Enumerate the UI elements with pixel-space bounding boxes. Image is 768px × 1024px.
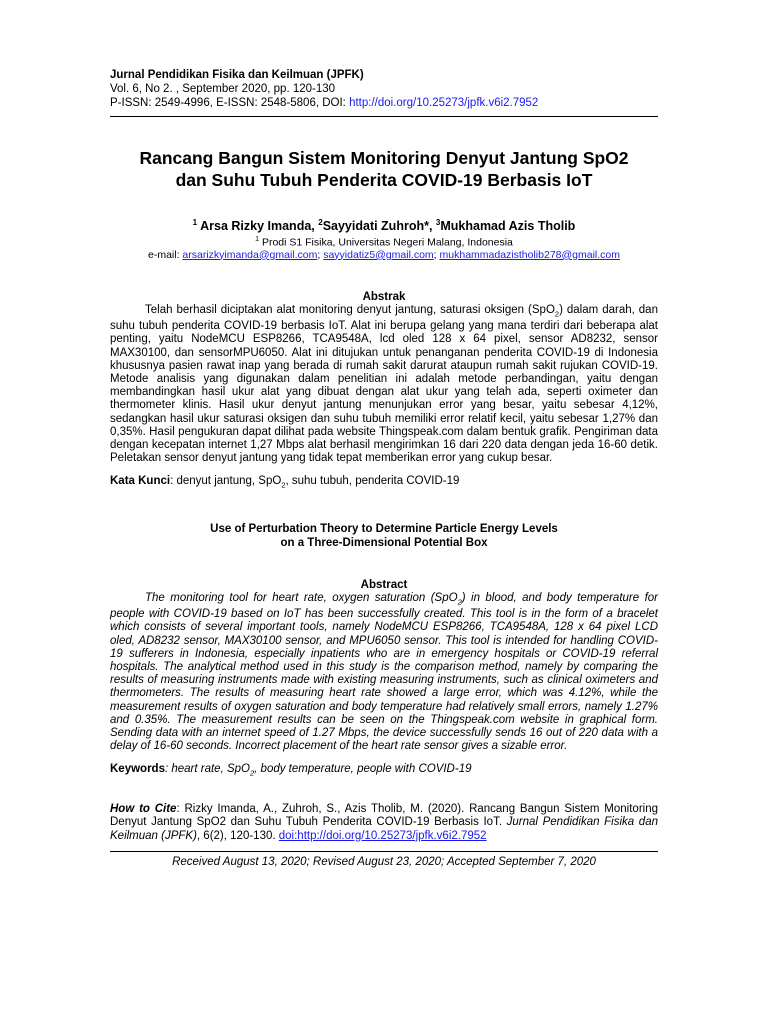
affiliation-sup: 1 <box>255 236 260 244</box>
affiliation <box>110 234 658 249</box>
keywords-text-a: : heart rate, SpO <box>164 763 250 776</box>
author-1: Arsa Rizky Imanda, <box>200 219 319 234</box>
author-1-sup: 1 <box>192 218 198 227</box>
kata-kunci-text-b: , suhu tubuh, penderita COVID-19 <box>285 475 460 488</box>
abstract-text-a: The monitoring tool for heart rate, oxygen saturation (SpO <box>145 591 458 604</box>
abstract-body <box>110 592 658 754</box>
email-label: e-mail: <box>147 248 183 261</box>
abstrak-text-a: Telah berhasil diciptakan alat monitoring denyut jantung, saturasi oksigen (SpO <box>145 303 555 316</box>
affiliation-text: Prodi S1 Fisika, Universitas Negeri Malang, Indonesia <box>261 236 513 249</box>
citation-journal: Jurnal Pendidikan Fisika dan Keilmuan (JPFK) <box>110 816 658 842</box>
email-sep-2: ; <box>433 248 440 261</box>
abstrak-heading: Abstrak <box>362 290 406 303</box>
kata-kunci-label: Kata Kunci <box>110 475 171 488</box>
keywords <box>110 762 658 780</box>
author-list <box>110 215 658 234</box>
keywords-label: Keywords <box>110 763 165 776</box>
author-3-sup: 3 <box>435 218 441 227</box>
english-title <box>110 522 658 550</box>
email-line <box>110 249 658 262</box>
abstrak-text-b: ) dalam darah, dan suhu tubuh penderita COVID-19 berbasis IoT. Alat ini berupa gelang yang mana terdiri dari beberapa alat penting, yaitu NodeMCU ESP8266, TCA9548A, lcd oled 128 x 64 pixel, sensor AD8232, sensor MAX30100, dan sensorMPU6050. Alat ini ditujukan untuk penanganan penderita COVID-19 di Indonesia khususnya pasien rawat inap yang berada di rumah sakit darurat ataupun rumah sakit rujukan COVID-19. Metode analisis yang digunakan dalam penelitian ini adalah metode perbandingan, yaitu dengan membandingkan hasil ukur alat yang dibuat dengan alat ukur yang telah ada, seperti oximeter dan thermometer klinis. Hasil ukur denyut jantung menunjukan error yang besar, yaitu sebesar 4,12%, sedangkan hasil ukur saturasi oksigen dan suhu tubuh memiliki error relatif kecil, yaitu sebesar 1,27% dan 0,35%. Hasil pengukuran dapat dilihat pada website Thingspeak.com dalam bentuk grafik. Pengiriman data dengan kecepatan internet 1,27 Mbps alat berhasil mengirimkan 16 dari 220 data dengan jeda 16-60 detik. Peletakan sensor denyut jantung yang tidak tepat memberikan error yang cukup besar. <box>110 303 658 465</box>
citation-label: How to Cite <box>110 802 177 815</box>
email-link-1[interactable]: arsarizkyimanda@gmail.com <box>182 248 318 261</box>
citation-text-a: : Rizky Imanda, A., Zuhroh, S., Azis Tholib, M. (2020). Rancang Bangun Sistem Monitoring Denyut Jantung SpO2 dan Suhu Tubuh Penderita COVID-19 Berbasis IoT. <box>110 802 658 829</box>
english-title-line-2: on a Three-Dimensional Potential Box <box>280 536 488 549</box>
header-divider <box>110 116 658 117</box>
received-dates: Received August 13, 2020; Revised August 23, 2020; Accepted September 7, 2020 <box>110 851 658 868</box>
citation-doi-link[interactable]: doi:http://doi.org/10.25273/jpfk.v6i2.7952 <box>278 829 487 842</box>
journal-volume: Vol. 6, No 2. , September 2020, pp. 120-130 <box>110 83 336 95</box>
kata-kunci-text-a: : denyut jantung, SpO <box>170 475 282 488</box>
title-line-1: Rancang Bangun Sistem Monitoring Denyut Jantung SpO2 <box>139 148 629 168</box>
abstrak-sub: 2 <box>554 308 560 318</box>
abstract-heading: Abstract <box>360 578 408 591</box>
keywords-text-b: , body temperature, people with COVID-19 <box>254 763 472 776</box>
author-2-sup: 2 <box>318 218 323 227</box>
kata-kunci-sub: 2 <box>281 480 286 490</box>
email-link-3[interactable]: mukhammadazistholib278@gmail.com <box>439 248 620 261</box>
citation <box>110 803 658 844</box>
journal-name: Jurnal Pendidikan Fisika dan Keilmuan (JPFK) <box>110 69 364 81</box>
email-link-2[interactable]: sayyidatiz5@gmail.com <box>323 248 434 261</box>
citation-text-b: , 6(2), 120-130. <box>196 829 276 842</box>
article-page <box>110 68 658 868</box>
abstrak-body <box>110 304 658 466</box>
abstract-sub: 2 <box>457 596 462 606</box>
journal-issn <box>110 96 658 110</box>
doi-link[interactable]: http://doi.org/10.25273/jpfk.v6i2.7952 <box>349 97 539 109</box>
article-title <box>110 147 658 191</box>
email-sep-1: ; <box>317 248 324 261</box>
issn-text: P-ISSN: 2549-4996, E-ISSN: 2548-5806, DOI: <box>110 97 350 109</box>
abstract-text-b: ) in blood, and body temperature for people with COVID-19 based on IoT has been successfully created. This tool is in the form of a bracelet which consists of several important tools, namely NodeMCU ESP8266, TCA9548A, 128 x 64 pixel LCD oled, AD8232 sensor, MAX30100 sensor, and MPU6050 sensor. This tool is intended for handling COVID-19 sufferers in Indonesia, especially inpatients who are in emergency hospitals or COVID-19 referral hospitals. The analytical method used in this study is the comparison method, namely by comparing the results of measuring instruments made with existing measuring instruments, such as clinical oximeters and thermometers. The results of measuring heart rate showed a large error, which was 4.12%, while the measurement results of oxygen saturation and body temperature had relatively small errors, namely 1.27% and 0.35%. The measurement results can be seen on the Thingspeak.com website in graphical form. Sending data with an internet speed of 1.27 Mbps, the device successfully sends 16 out of 220 data with a delay of 16-60 seconds. Incorrect placement of the heart rate sensor gives a sizable error. <box>110 591 658 753</box>
keywords-sub: 2 <box>249 768 255 778</box>
journal-header <box>110 68 658 110</box>
english-title-line-1: Use of Perturbation Theory to Determine Particle Energy Levels <box>210 522 558 535</box>
author-2: Sayyidati Zuhroh*, <box>322 219 436 234</box>
author-3: Mukhamad Azis Tholib <box>440 219 576 234</box>
title-line-2: dan Suhu Tubuh Penderita COVID-19 Berbasis IoT <box>175 170 593 190</box>
kata-kunci <box>110 474 658 492</box>
